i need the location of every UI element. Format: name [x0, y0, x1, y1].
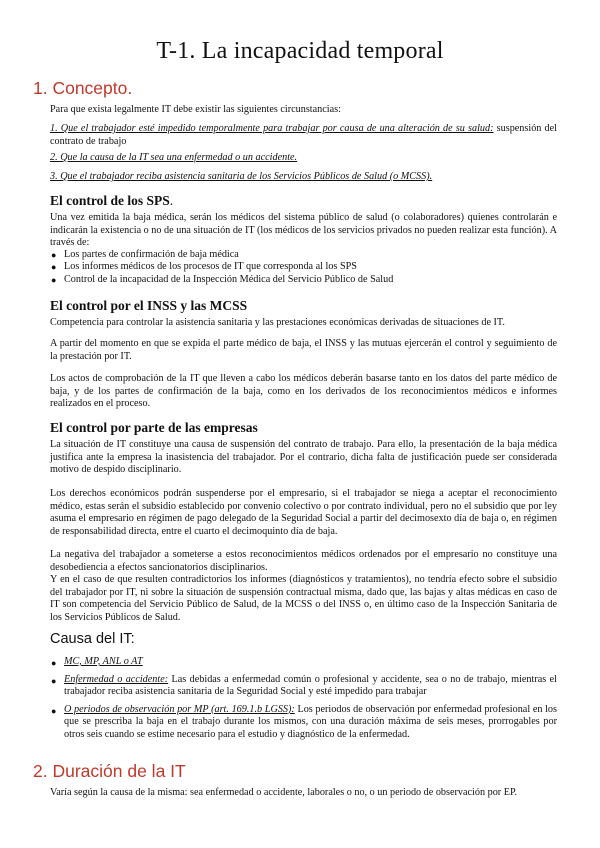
subheading-sps-text: El control de los SPS [50, 193, 170, 208]
empresa-paragraph-3: La negativa del trabajador a someterse a estos reconocimientos médicos ordenados por el empresario no constituye una desobediencia a efectos sancionatorios disciplinarios. [50, 549, 557, 573]
list-item-text: Las debidas a enfermedad común o profesional y accidente, sea o no de trabajo, mientras el trabajador reciba asistencia sanitaria de la Seguridad Social y esté impedido para trabajar [64, 673, 557, 698]
subheading-sps-dot: . [169, 193, 174, 208]
circumstance-2-text: 2. Que la causa de la IT sea una enfermedad o un accidente. [50, 152, 298, 163]
sps-paragraph: Una vez emitida la baja médica, serán los médicos del sistema público de salud (o colaboradores) quienes controlarán e indicarán la existencia o no de una situación de IT (los médicos de los servicios privados no pueden realizar esta función). A través de: [50, 212, 557, 249]
circumstance-1-underlined: 1. Que el trabajador esté impedido temporalmente para trabajar por causa de una alteración de su salud: [50, 123, 494, 134]
list-item-underlined: MC, MP, ANL o AT [64, 656, 143, 667]
empresa-paragraph-1: La situación de IT constituye una causa de suspensión del contrato de trabajo. Para ello, la presentación de la baja médica justifica ante la empresa la inasistencia del trabajador. Por el contrario, dicha falta de justificación puede ser considerada motivo de despido disciplinario. [50, 439, 557, 476]
list-item-text: Los informes médicos de los procesos de IT que corresponda al los SPS [64, 261, 357, 273]
subheading-empresas: El control por parte de las empresas [50, 420, 258, 435]
list-item-underlined: O periodos de observación por MP (art. 169.1.b LGSS): [64, 703, 295, 715]
section-heading-concepto: 1. Concepto. [33, 78, 133, 98]
circumstance-1 [50, 123, 557, 148]
list-item [50, 656, 557, 669]
intro-paragraph: Para que exista legalmente IT debe existir las siguientes circunstancias: [50, 104, 341, 115]
bullet-icon: ● [51, 705, 57, 716]
duracion-paragraph: Varía según la causa de la misma: sea enfermedad o accidente, laborales o no, o un periodo de observación por EP. [50, 787, 518, 798]
subheading-inss: El control por el INSS y las MCSS [50, 298, 248, 313]
list-item-text: Control de la incapacidad de la Inspección Médica del Servicio Público de Salud [64, 273, 394, 285]
causa-list [50, 656, 557, 747]
empresa-paragraph-2: Los derechos económicos podrán suspenderse por el empresario, si el trabajador se niega a aceptar el reconocimiento médico, estas serán el subsidio establecido por convenio colectivo o por contrato individual, pero no el subsidio que por ley asuma el empresario en régimen de pago delegado de la Seguridad Social a partir del decimosexto día de baja o, en régimen de responsabilidad directa, entre el cuarto el decimoquinto día de baja. [50, 488, 557, 537]
list-item-underlined: Enfermedad o accidente: [64, 673, 169, 685]
list-item-text: Los periodos de observación por enfermedad profesional en los que se prescriba la baja en el trabajo durante los mismos, con una duración máxima de seis meses, prorrogables por otros seis cuando se estime necesario para el estudio y diagnóstico de la enfermedad. [64, 703, 557, 740]
empresa-paragraph-4: Y en el caso de que resulten contradictorios los informes (diagnósticos y tratamientos), no tendría efecto sobre el subsidio del trabajador por IT, ni sobre la situación de suspensión contractual misma, dado que, las bajas y altas médicas en caso de IT son competencia del Servicio Público de Salud, de la MCSS o del INSS o, en último caso de la Inspección Sanitaria de los Servicios Públicos de Salud. [50, 574, 557, 623]
inss-paragraph-2: A partir del momento en que se expida el parte médico de baja, el INSS y las mutuas ejercerán el control y seguimiento de la prestación por IT. [50, 338, 557, 362]
list-item [50, 261, 557, 273]
bullet-icon: ● [51, 274, 57, 285]
list-item [50, 674, 557, 699]
bullet-icon: ● [51, 262, 57, 273]
bullet-icon: ● [51, 658, 57, 668]
bullet-icon: ● [51, 675, 57, 686]
subheading-causa: Causa del IT: [50, 631, 135, 647]
page-title: T-1. La incapacidad temporal [156, 38, 444, 64]
list-item [50, 249, 557, 261]
list-item-text: Los partes de confirmación de baja médica [64, 249, 239, 260]
sps-list [50, 249, 557, 286]
section-heading-duracion: 2. Duración de la IT [33, 761, 186, 781]
circumstance-3-text: 3. Que el trabajador reciba asistencia sanitaria de los Servicios Públicos de Salud (o MCSS). [50, 171, 433, 182]
subheading-sps [50, 193, 173, 209]
list-item [50, 704, 557, 742]
inss-paragraph-1: Competencia para controlar la asistencia sanitaria y las prestaciones económicas derivadas de situaciones de IT. [50, 317, 505, 328]
circumstance-1-rest: suspensión del contrato de trabajo [50, 123, 557, 147]
circumstance-3 [50, 171, 557, 184]
inss-paragraph-3: Los actos de comprobación de la IT que lleven a cabo los médicos deberán basarse tanto en los datos del parte médico de baja, y de los partes de confirmación de la baja, como en los derivados de los reconocimientos médicos e informes realizados en el proceso. [50, 373, 557, 410]
bullet-icon: ● [51, 250, 57, 260]
circumstance-2 [50, 152, 557, 165]
list-item [50, 274, 557, 286]
